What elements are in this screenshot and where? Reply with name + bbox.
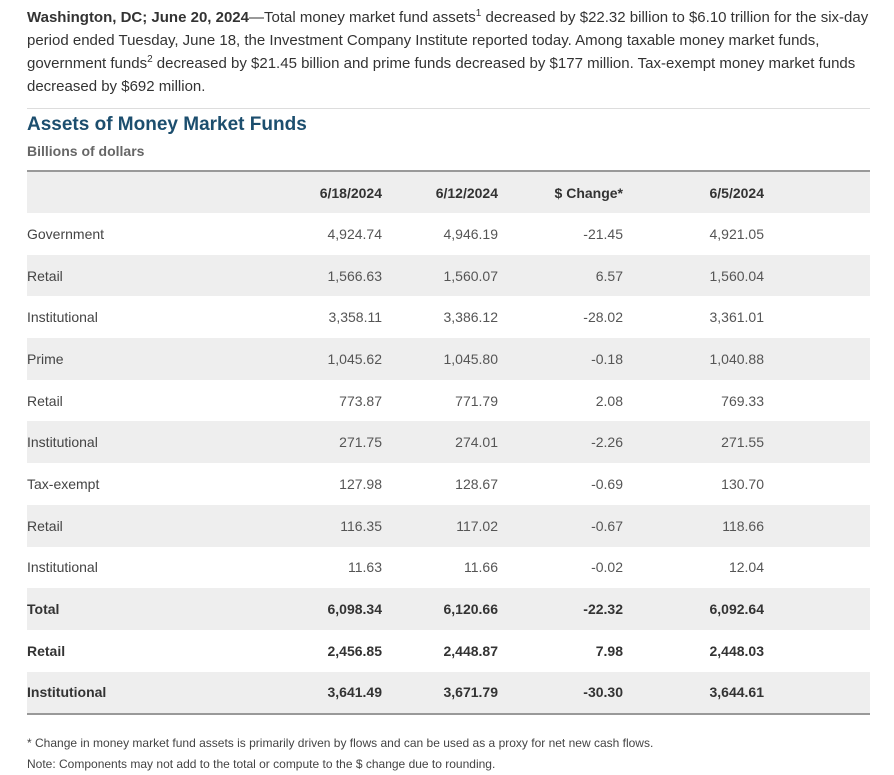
header-col-1: 6/18/2024: [227, 171, 382, 213]
cell: 3,641.49: [227, 672, 382, 715]
table-header-row: [27, 171, 870, 213]
intro-text-3: decreased by $21.45 billion and prime funds decreased by $177 million. Tax-exempt money market funds decreased by $692 million.: [27, 55, 856, 95]
dateline: Washington, DC; June 20, 2024: [27, 9, 249, 26]
row-label: Institutional: [27, 559, 98, 576]
cell-spacer: [764, 505, 870, 547]
row-label: Prime: [27, 338, 227, 380]
cell: 2,456.85: [327, 642, 382, 659]
cell: 771.79: [455, 392, 498, 409]
cell: 12.04: [728, 559, 764, 576]
cell: 6.57: [498, 255, 623, 297]
cell: 2,448.03: [709, 642, 764, 659]
row-label: Retail: [27, 505, 227, 547]
cell: 118.66: [623, 505, 764, 547]
cell: -28.02: [583, 309, 623, 326]
cell: 1,045.62: [227, 338, 382, 380]
section-divider: [27, 108, 870, 109]
cell: 116.35: [227, 505, 382, 547]
cell-spacer: [764, 380, 870, 422]
cell: 2.08: [595, 392, 623, 409]
cell: 11.66: [464, 559, 498, 576]
row-label: Institutional: [27, 309, 98, 326]
table-row: [27, 338, 870, 380]
cell: 6,098.34: [227, 588, 382, 630]
cell-spacer: [764, 672, 870, 715]
cell: 11.63: [348, 559, 382, 576]
intro-paragraph: [27, 6, 872, 98]
cell: -21.45: [583, 225, 623, 242]
cell: 4,921.05: [709, 225, 764, 242]
cell: 7.98: [595, 642, 623, 659]
cell: 3,671.79: [382, 672, 498, 715]
cell: 1,040.88: [623, 338, 764, 380]
cell: -30.30: [498, 672, 623, 715]
row-label: Total: [27, 588, 227, 630]
table-row: [27, 547, 870, 589]
header-spacer: [764, 171, 870, 213]
cell-spacer: [764, 213, 870, 255]
intro-text-1: —Total money market fund assets: [249, 9, 476, 26]
cell: 3,358.11: [328, 309, 382, 326]
cell: 4,924.74: [327, 225, 382, 242]
cell: 127.98: [339, 475, 382, 492]
table-title: Assets of Money Market Funds: [27, 114, 307, 135]
cell: 1,045.80: [382, 338, 498, 380]
footnote-ref-1[interactable]: 1: [475, 8, 482, 19]
table-row: [27, 505, 870, 547]
cell: -0.67: [498, 505, 623, 547]
header-col-4: 6/5/2024: [623, 171, 764, 213]
table-row: [27, 380, 870, 422]
cell-spacer: [764, 630, 870, 672]
table-row: [27, 296, 870, 338]
footnote-rounding: Note: Components may not add to the total or compute to the $ change due to rounding.: [27, 757, 496, 771]
cell-spacer: [764, 547, 870, 589]
header-col-2: 6/12/2024: [382, 171, 498, 213]
footnote-ref-2[interactable]: 2: [147, 54, 153, 65]
cell: -0.18: [498, 338, 623, 380]
cell: 3,644.61: [623, 672, 764, 715]
cell-spacer: [764, 463, 870, 505]
table-row: [27, 463, 870, 505]
cell: 271.75: [227, 421, 382, 463]
cell: 6,120.66: [382, 588, 498, 630]
table-row: [27, 213, 870, 255]
cell: 769.33: [721, 392, 764, 409]
cell: 3,386.12: [443, 309, 498, 326]
cell: -2.26: [498, 421, 623, 463]
cell-spacer: [764, 338, 870, 380]
cell: 130.70: [721, 475, 764, 492]
cell-spacer: [764, 296, 870, 338]
row-label: Retail: [27, 255, 227, 297]
row-label: Institutional: [27, 672, 227, 715]
cell: 117.02: [382, 505, 498, 547]
cell: 274.01: [382, 421, 498, 463]
cell: 1,566.63: [227, 255, 382, 297]
table-subtitle: Billions of dollars: [27, 143, 145, 159]
cell: 1,560.07: [382, 255, 498, 297]
cell-spacer: [764, 255, 870, 297]
cell: 128.67: [455, 475, 498, 492]
table-notes: [27, 733, 653, 775]
cell: 1,560.04: [623, 255, 764, 297]
table-row-total: [27, 588, 870, 630]
cell: 2,448.87: [443, 642, 498, 659]
cell: -0.69: [591, 475, 623, 492]
header-col-3: $ Change*: [498, 171, 623, 213]
table-row-total: [27, 630, 870, 672]
cell: 271.55: [623, 421, 764, 463]
cell: -0.02: [591, 559, 623, 576]
assets-table: [27, 170, 870, 715]
header-label: [27, 171, 227, 213]
cell: 6,092.64: [623, 588, 764, 630]
table-row: [27, 421, 870, 463]
row-label: Tax-exempt: [27, 475, 100, 492]
row-label: Institutional: [27, 421, 227, 463]
cell: 773.87: [339, 392, 382, 409]
cell: 3,361.01: [709, 309, 764, 326]
table-row-total: [27, 672, 870, 715]
table-row: [27, 255, 870, 297]
cell-spacer: [764, 421, 870, 463]
cell: -22.32: [498, 588, 623, 630]
row-label: Government: [27, 225, 105, 242]
row-label: Retail: [27, 392, 63, 409]
cell: 4,946.19: [443, 225, 498, 242]
intro-text-2: decreased by $22.32 billion to $6.10 trillion for the six-day period ended Tuesday, June 18, the Investment Company Institute reported today. Among taxable money market funds, government funds: [27, 9, 869, 72]
cell-spacer: [764, 588, 870, 630]
footnote-change: * Change in money market fund assets is primarily driven by flows and can be used as a proxy for net new cash flows.: [27, 736, 654, 750]
row-label: Retail: [27, 642, 66, 659]
